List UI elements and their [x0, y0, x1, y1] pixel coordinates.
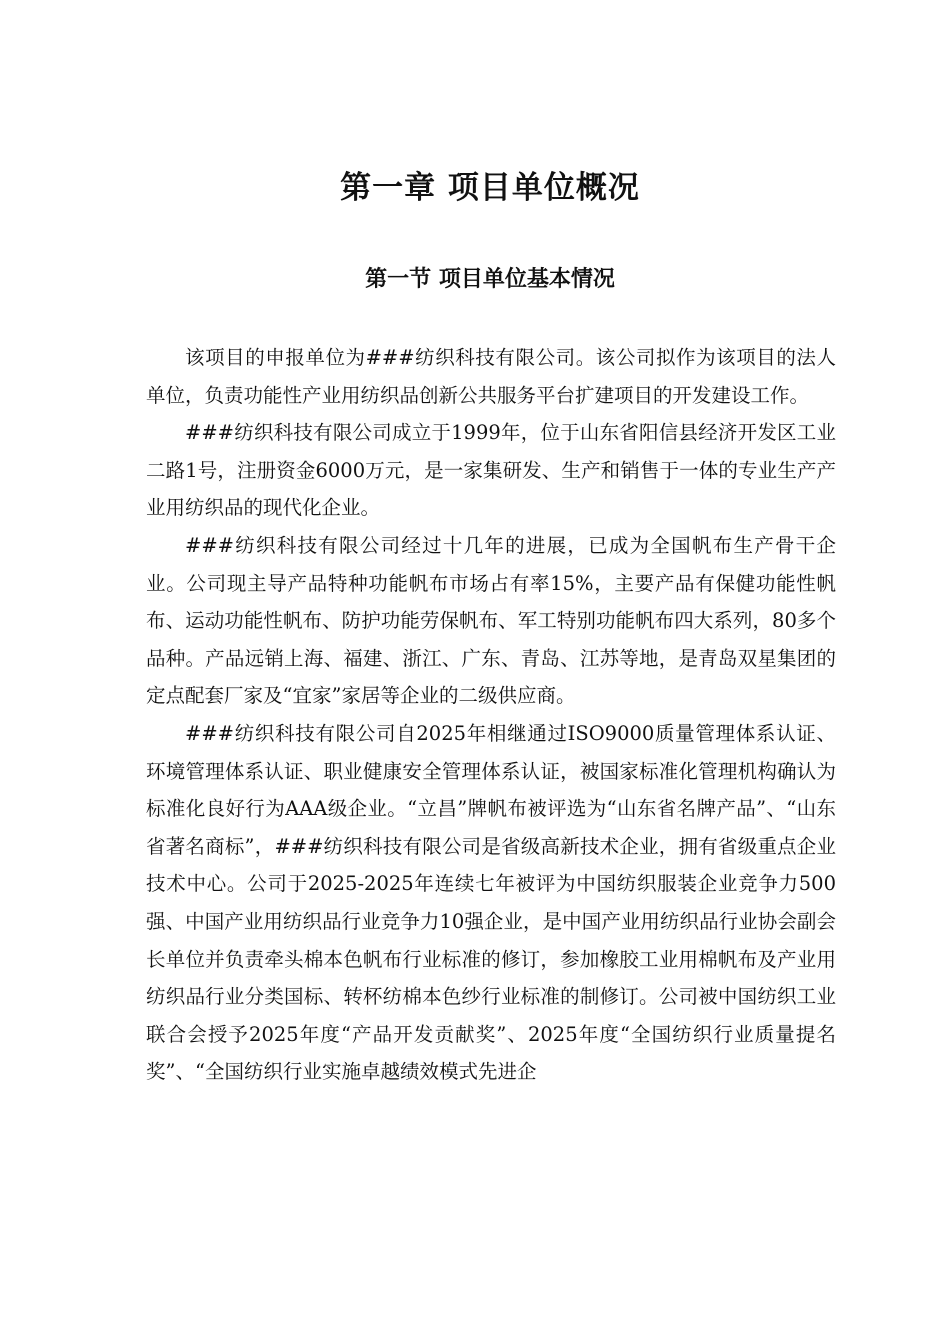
paragraph-company-founding: ###纺织科技有限公司成立于1999年，位于山东省阳信县经济开发区工业二路1号，注册资金6000万元，是一家集研发、生产和销售于一体的专业生产产业用纺织品的现代化企业。: [146, 421, 836, 520]
section-title: 第一节 项目单位基本情况: [365, 267, 615, 292]
chapter-title: 第一章 项目单位概况: [340, 170, 640, 206]
paragraph-applicant: 该项目的申报单位为###纺织科技有限公司。该公司拟作为该项目的法人单位，负责功能性产业用纺织品创新公共服务平台扩建项目的开发建设工作。: [146, 346, 836, 407]
body-text: [146, 339, 836, 1091]
paragraph-certifications: ###纺织科技有限公司自2025年相继通过ISO9000质量管理体系认证、环境管理体系认证、职业健康安全管理体系认证，被国家标准化管理机构确认为标准化良好行为AAA级企业。“立昌”牌帆布被评选为“山东省名牌产品”、“山东省著名商标”，###纺织科技有限公司是省级高新技术企业，拥有省级重点企业技术中心。公司于2025-2025年连续七年被评为中国纺织服装企业竞争力500强、中国产业用纺织品行业竞争力10强企业，是中国产业用纺织品行业协会副会长单位并负责牵头棉本色帆布行业标准的修订，参加橡胶工业用棉帆布及产业用纺织品行业分类国标、转杯纺棉本色纱行业标准的制修订。公司被中国纺织工业联合会授予2025年度“产品开发贡献奖”、2025年度“全国纺织行业质量提名奖”、“全国纺织行业实施卓越绩效模式先进企: [146, 721, 836, 1084]
paragraph-products: ###纺织科技有限公司经过十几年的进展，已成为全国帆布生产骨干企业。公司现主导产品特种功能帆布市场占有率15%，主要产品有保健功能性帆布、运动功能性帆布、防护功能劳保帆布、军工特别功能帆布四大系列，80多个品种。产品远销上海、福建、浙江、广东、青岛、江苏等地，是青岛双星集团的定点配套厂家及“宜家”家居等企业的二级供应商。: [146, 533, 836, 708]
